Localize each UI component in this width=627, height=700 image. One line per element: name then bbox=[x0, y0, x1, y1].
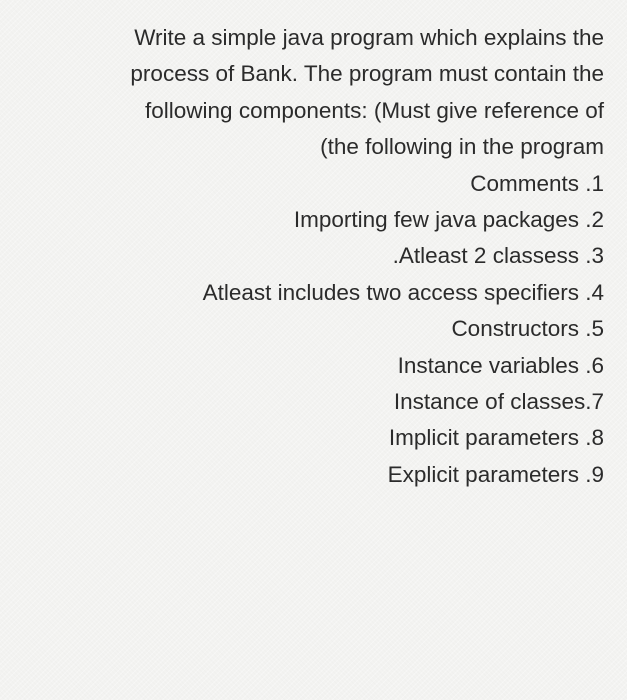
list-item-6: Instance variables .6 bbox=[397, 352, 604, 378]
list-item-2: Importing few java packages .2 bbox=[293, 206, 604, 232]
list-item-9: Explicit parameters .9 bbox=[387, 461, 604, 487]
list-item-1: Comments .1 bbox=[470, 170, 604, 196]
list-item-3: .Atleast 2 classess .3 bbox=[392, 243, 604, 269]
paragraph-line-2: process of Bank. The program must contain the bbox=[130, 61, 604, 87]
list-item-7: Instance of classes.7 bbox=[393, 388, 604, 414]
paragraph-line-1: Write a simple java program which explains the bbox=[134, 25, 604, 50]
paragraph-line-3: following components: (Must give reference of bbox=[145, 97, 604, 123]
note-text bbox=[30, 20, 604, 493]
paragraph-line-4: (the following in the program bbox=[320, 134, 604, 160]
list-item-8: Implicit parameters .8 bbox=[388, 425, 604, 451]
list-item-5: Constructors .5 bbox=[451, 316, 604, 342]
list-item-4: Atleast includes two access specifiers .4 bbox=[202, 279, 604, 305]
